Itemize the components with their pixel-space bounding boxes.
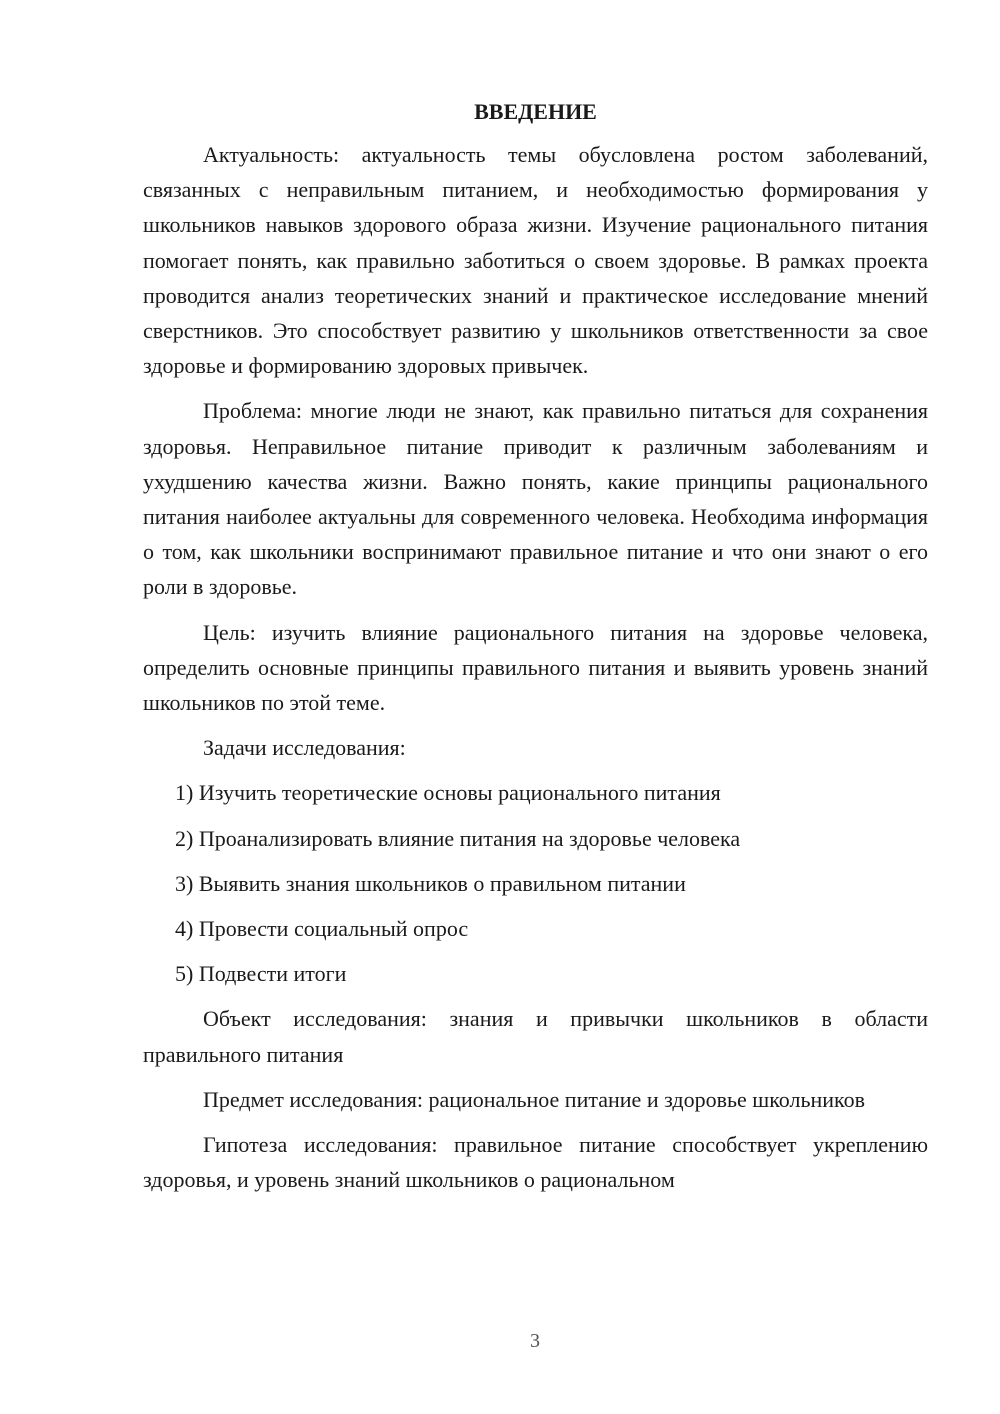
hypothesis-paragraph: Гипотеза исследования: правильное питание способствует укреплению здоровья, и уровень знаний школьников о рациональном: [143, 1132, 928, 1193]
page-content: [143, 94, 928, 1207]
relevance-paragraph: Актуальность: актуальность темы обусловлена ростом заболеваний, связанных с неправильным питанием, и необходимостью формирования у школьников навыков здорового образа жизни. Изучение рационального питания помогает понять, как правильно заботиться о своем здоровье. В рамках проекта проводится анализ теоретических знаний и практическое исследование мнений сверстников. Это способствует развитию у школьников ответственности за свое здоровье и формированию здоровых привычек.: [143, 142, 928, 379]
page-number: 3: [530, 1330, 540, 1352]
tasks-list: [143, 775, 928, 991]
section-title: ВВЕДЕНИЕ: [474, 99, 597, 124]
subject-paragraph: Предмет исследования: рациональное питание и здоровье школьников: [203, 1086, 865, 1112]
task-item-3: 3) Выявить знания школьников о правильном питании: [175, 870, 686, 896]
problem-paragraph: Проблема: многие люди не знают, как правильно питаться для сохранения здоровья. Неправильное питание приводит к различным заболеваниям и ухудшению качества жизни. Важно понять, какие принципы рационального питания наиболее актуальны для современного человека. Необходима информация о том, как школьники воспринимают правильное питание и что они знают о его роли в здоровье.: [143, 398, 928, 600]
tasks-heading: Задачи исследования:: [203, 735, 406, 761]
task-item-5: 5) Подвести итоги: [175, 961, 347, 987]
task-item-2: 2) Проанализировать влияние питания на здоровье человека: [175, 825, 741, 851]
goal-paragraph: Цель: изучить влияние рационального питания на здоровье человека, определить основные принципы правильного питания и выявить уровень знаний школьников по этой теме.: [143, 619, 928, 716]
task-item-1: 1) Изучить теоретические основы рационального питания: [175, 780, 721, 806]
task-item-4: 4) Провести социальный опрос: [175, 916, 469, 942]
object-paragraph: Объект исследования: знания и привычки школьников в области правильного питания: [143, 1006, 928, 1067]
